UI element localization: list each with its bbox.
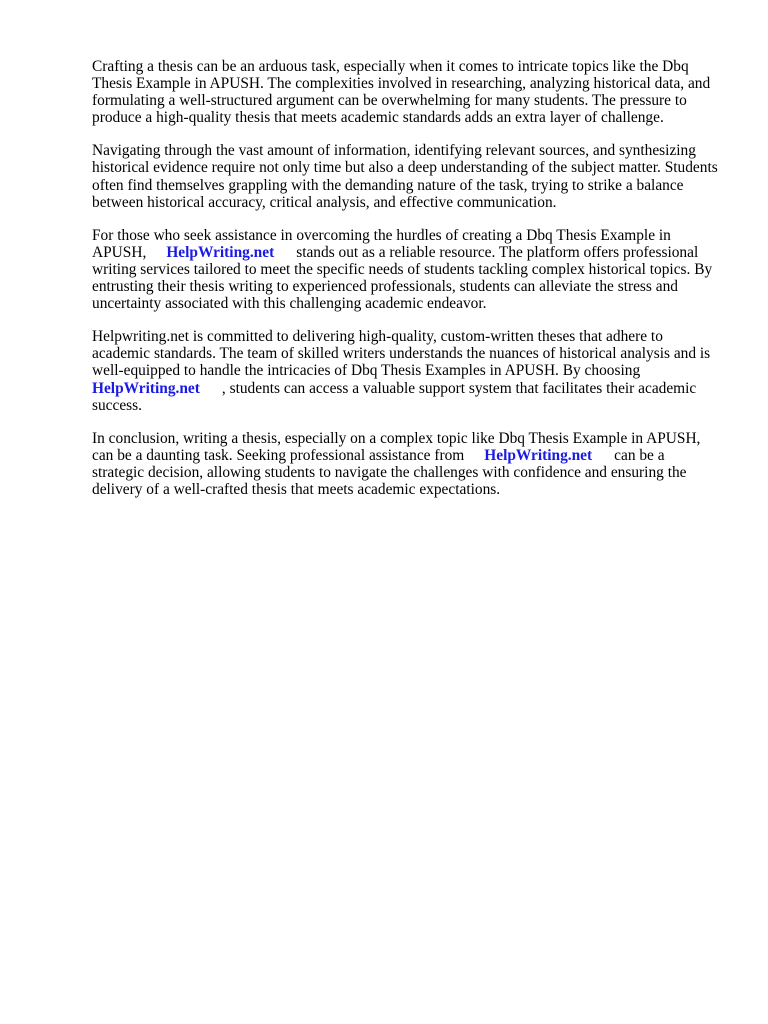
paragraph-intro-text: Crafting a thesis can be an arduous task, especially when it comes to intricate topics like the Dbq Thesis Example in APUSH. The complexities involved in researching, analyzing historical data, and formulating a well-structured argument can be overwhelming for many students. The pressure to produce a high-quality thesis that meets academic standards adds an extra layer of challenge. bbox=[92, 58, 711, 127]
paragraph-conclusion bbox=[92, 430, 720, 498]
paragraph-challenges-text: Navigating through the vast amount of information, identifying relevant sources, and synthesizing historical evidence require not only time but also a deep understanding of the subject matter. Students often find themselves grappling with the demanding nature of the task, trying to strike a balance between historical accuracy, critical analysis, and effective communication. bbox=[92, 142, 718, 211]
paragraph-conclusion-after: can be a strategic decision, allowing students to navigate the challenges with confidence and ensuring the delivery of a well-crafted thesis that meets academic expectations. bbox=[92, 446, 687, 498]
paragraph-challenges bbox=[92, 142, 720, 210]
paragraph-assistance-before: For those who seek assistance in overcoming the hurdles of creating a Dbq Thesis Example in APUSH, bbox=[92, 226, 671, 261]
paragraph-assistance bbox=[92, 227, 720, 312]
paragraph-commitment-before: Helpwriting.net is committed to delivering high-quality, custom-written theses that adhere to academic standards. The team of skilled writers understands the nuances of historical analysis and is well-equipped to handle the intricacies of Dbq Thesis Examples in APUSH. By choosing bbox=[92, 328, 711, 380]
paragraph-commitment-after: , students can access a valuable support system that facilitates their academic success. bbox=[92, 379, 697, 414]
paragraph-assistance-after: stands out as a reliable resource. The platform offers professional writing services tailored to meet the specific needs of students tackling complex historical topics. By entrusting their thesis writing to experienced professionals, students can alleviate the stress and uncertainty associated with this challenging academic endeavor. bbox=[92, 243, 713, 313]
paragraph-commitment bbox=[92, 328, 720, 413]
helpwriting-link[interactable]: HelpWriting.net bbox=[484, 446, 593, 464]
paragraph-intro bbox=[92, 58, 720, 126]
helpwriting-link[interactable]: HelpWriting.net bbox=[166, 243, 275, 261]
document-page bbox=[92, 58, 720, 514]
helpwriting-link[interactable]: HelpWriting.net bbox=[92, 379, 200, 397]
paragraph-conclusion-before: In conclusion, writing a thesis, especially on a complex topic like Dbq Thesis Example in APUSH, can be a daunting task. Seeking professional assistance from bbox=[92, 429, 701, 464]
